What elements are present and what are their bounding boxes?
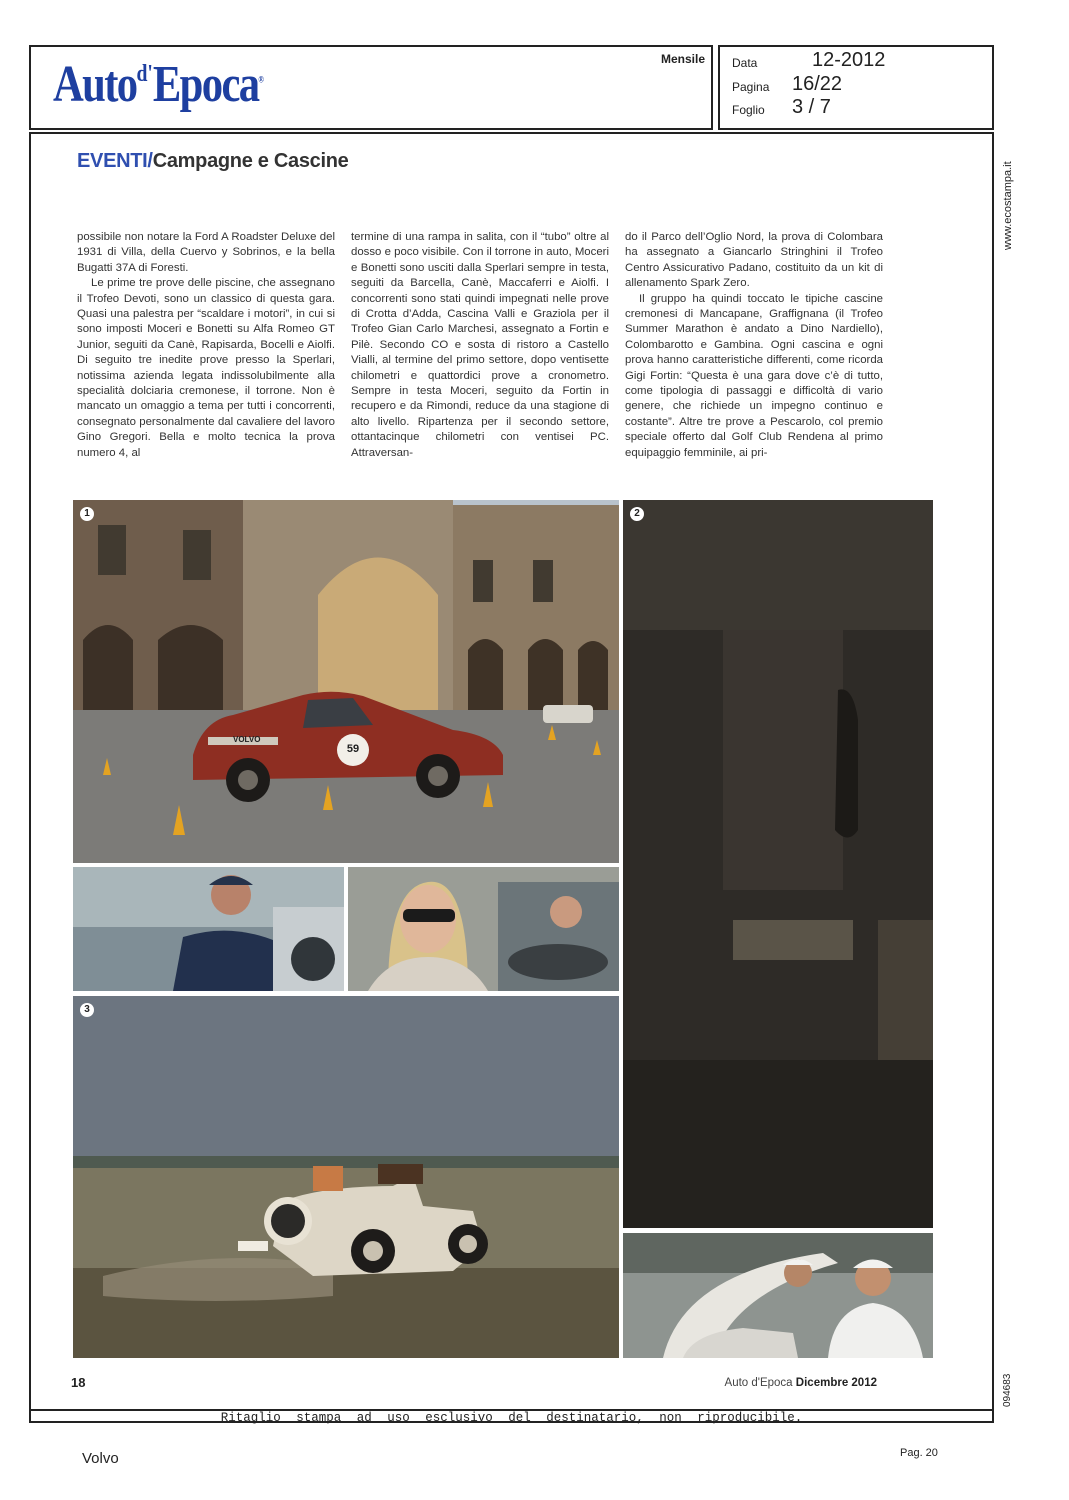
page-number: 18 (71, 1375, 86, 1390)
photo-driver-illustration (73, 867, 344, 991)
masthead (29, 45, 713, 130)
magazine-logo: Auto$^{d'}$Epoca® (53, 56, 263, 113)
disclaimer: Ritaglio stampa ad uso esclusivo del destinatario, non riproducibile. (31, 1409, 992, 1425)
photo-number-3: 3 (80, 1003, 94, 1017)
photo-number-2: 2 (630, 507, 644, 521)
frequency-label: Mensile (660, 52, 705, 66)
photo-number-1: 1 (80, 507, 94, 521)
photo-barn-interior (623, 500, 933, 1228)
publication-info-box (718, 45, 994, 130)
car-badge: VOLVO (233, 735, 261, 744)
paragraph: possibile non notare la Ford A Roadster Deluxe del 1931 di Villa, della Cuervo y Sobrinos, e la bella Bugatti 37A di Foresti. (77, 231, 335, 274)
section-category: EVENTI/ (77, 150, 153, 172)
photo-volvo-square (73, 500, 619, 863)
info-value-pagina: 16/22 (792, 73, 843, 95)
photo-barn-illustration (623, 500, 933, 1228)
photo-drivers-caps (623, 1233, 933, 1358)
photo-driver (73, 867, 344, 991)
photo-woman (348, 867, 619, 991)
paragraph: termine di una rampa in salita, con il “tubo” oltre al dosso e poco visibile. Con il torrone in auto, Moceri e Bonetti sono usciti dalla Sperlari sempre in testa, seguiti da Barcella, Canè, Maccaferri e Aiolfi. I concorrenti sono stati quindi impegnati nelle prove di Crotta d’Adda, Cascina Valli e Graziola per il Trofeo Gian Carlo Marchesi, assegnato a Fortin e Pilè. Secondo CO e sosta di ristoro a Castello Vialli, al termine del primo settore, dopo ventisette chilometri e quattordici prove a cronometro. Sempre in testa Moceri, seguito da Fortin in recupero e da Rimondi, reduce da una stagione di alto livello. Ripartenza per il secondo settore, ottantacinque chilometri con ventisei PC. Attraversan- (351, 231, 609, 459)
info-label-foglio: Foglio (732, 103, 765, 117)
article-frame (29, 132, 994, 1423)
bottom-left-label: Volvo (82, 1450, 119, 1467)
photo-woman-illustration (348, 867, 619, 991)
text-column-1 (77, 230, 335, 461)
section-subtitle: Campagne e Cascine (152, 150, 349, 172)
text-column-3 (625, 230, 883, 461)
photo-ford-roadster (73, 996, 619, 1358)
bottom-page-label: Pag. 20 (900, 1447, 938, 1459)
footer-magazine-name: Auto d'Epoca (724, 1377, 793, 1389)
race-number: 59 (346, 743, 360, 755)
info-value-foglio: 3 / 7 (792, 96, 831, 118)
photo-volvo-illustration (73, 500, 619, 863)
side-code: 094683 (1002, 1373, 1013, 1407)
footer-issue: Dicembre 2012 (795, 1377, 877, 1389)
side-url: www.ecostampa.it (1002, 161, 1014, 250)
info-value-data: 12-2012 (812, 49, 886, 71)
paragraph: do il Parco dell’Oglio Nord, la prova di Colombara ha assegnato a Giancarlo Stringhini il Trofeo Centro Assicurativo Padano, costituito da un kit di allenamento Spark Zero. (625, 231, 883, 290)
info-label-pagina: Pagina (732, 80, 770, 94)
photo-drivers-illustration (623, 1233, 933, 1358)
paragraph: Le prime tre prove delle piscine, che assegnano il Trofeo Devoti, sono un classico di questa gara. Quasi una palestra per “scaldare i motori”, in cui si sono imposti Moceri e Bonetti su Alfa Romeo GT Junior, seguiti da Canè, Rapisarda, Bocelli e Aiolfi. Di seguito tre inedite prove presso la Sperlari, notissima azienda legata indissolubilmente alla specialità dolciaria cremonese, il torrone. Non è mancato un omaggio a tema per tutti i concorrenti, consegnato personalmente dal cavaliere del lavoro Gino Gregori. Bella e molto tecnica la prova numero 4, al (77, 277, 335, 459)
photo-ford-illustration (73, 996, 619, 1358)
text-column-2 (351, 230, 609, 461)
paragraph: Il gruppo ha quindi toccato le tipiche cascine cremonesi di Mancapane, Graffignana (il Trofeo Summer Marathon è andato a Dino Nardiello), Colombarotto e Gambina. Ogni cascina e ogni prova hanno caratteristiche differenti, come ricorda Gigi Fortin: “Questa è una gara dove c’è di tutto, come tipologia di passaggi e difficoltà di vario genere, che richiede un impegno continuo e costante”. Altre tre prove a Pescarolo, col premio speciale offerto dal Golf Club Rendena al primo equipaggio femminile, ai pri- (625, 292, 883, 459)
magazine-footer (725, 1377, 877, 1389)
section-title (77, 150, 349, 173)
info-label-data: Data (732, 56, 758, 70)
